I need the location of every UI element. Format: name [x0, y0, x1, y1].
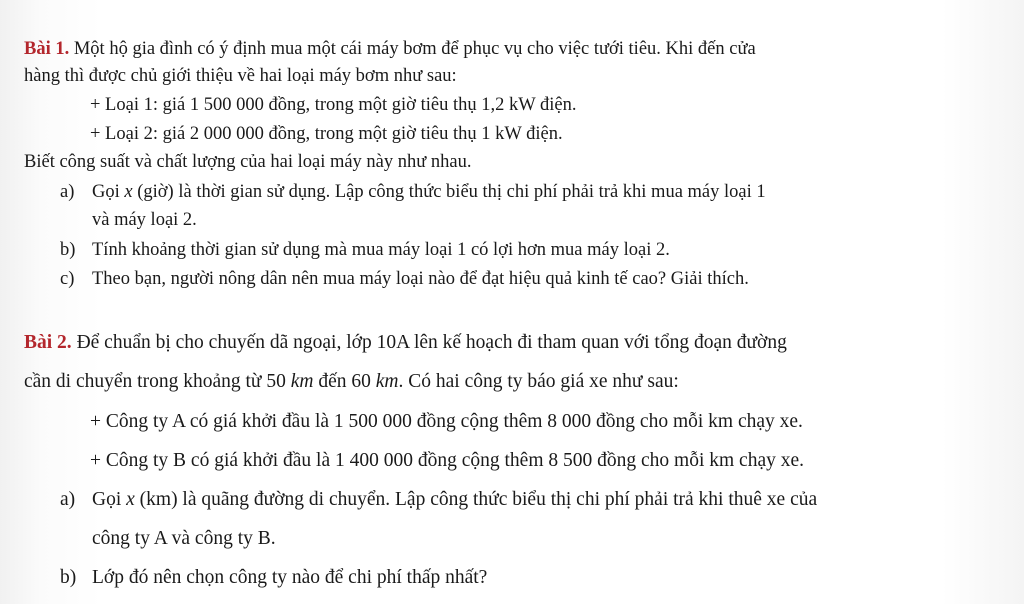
bai1-loai1: + Loại 1: giá 1 500 000 đồng, trong một giờ tiêu thụ 1,2 kW điện. [90, 95, 577, 115]
bai2-intro-line2 [24, 370, 679, 394]
bai2-a-post: (km) là quãng đường di chuyển. Lập công thức biểu thị chi phí phải trả khi thuê xe của [134, 489, 818, 510]
bai2-intro2-mid: đến 60 [313, 371, 376, 392]
bai2-intro2-pre: cần di chuyển trong khoảng từ 50 [24, 371, 291, 392]
bai1-loai2: + Loại 2: giá 2 000 000 đồng, trong một giờ tiêu thụ 1 kW điện. [90, 124, 563, 144]
bai1-b-marker: b) [60, 240, 76, 260]
bai2-intro-line1 [24, 331, 787, 355]
bai1-c-marker: c) [60, 269, 75, 289]
bai2-a-pre: Gọi [92, 489, 127, 510]
bai1-a-marker: a) [60, 182, 75, 202]
bai1-a-post: (giờ) là thời gian sử dụng. Lập công thức biểu thị chi phí phải trả khi mua máy loại 1 [132, 182, 766, 202]
bai2-cty-b: + Công ty B có giá khởi đầu là 1 400 000 đồng cộng thêm 8 500 đồng cho mỗi km chạy xe. [90, 450, 805, 471]
bai1-a-var: x [124, 182, 133, 202]
bai1-label: Bài 1. [24, 39, 70, 59]
bai2-a-marker: a) [60, 489, 76, 510]
bai2-intro2-post: . Có hai công ty báo giá xe như sau: [398, 371, 679, 392]
bai1-note: Biết công suất và chất lượng của hai loại máy này như nhau. [24, 152, 472, 172]
bai2-a-line2: công ty A và công ty B. [92, 528, 276, 549]
bai1-c-text: Theo bạn, người nông dân nên mua máy loại nào để đạt hiệu quả kinh tế cao? Giải thích. [92, 269, 749, 289]
bai2-cty-a: + Công ty A có giá khởi đầu là 1 500 000 đồng cộng thêm 8 000 đồng cho mỗi km chạy xe. [90, 411, 803, 432]
bai1-intro-text: Một hộ gia đình có ý định mua một cái máy bơm để phục vụ cho việc tưới tiêu. Khi đến cửa [73, 39, 756, 59]
bai1-a-pre: Gọi [92, 182, 125, 202]
bai2-km2: km [375, 371, 399, 392]
bai2-intro-text: Để chuẩn bị cho chuyến dã ngoại, lớp 10A lên kế hoạch đi tham quan với tổng đoạn đường [76, 332, 787, 353]
bai2-a-line1 [92, 488, 817, 512]
bai1-intro-line1 [24, 37, 756, 61]
bai1-intro-line2: hàng thì được chủ giới thiệu về hai loại máy bơm như sau: [24, 66, 457, 86]
bai2-label: Bài 2. [24, 332, 72, 353]
bai2-b-marker: b) [60, 567, 77, 588]
bai1-a-line2: và máy loại 2. [92, 210, 197, 230]
bai2-b-text: Lớp đó nên chọn công ty nào để chi phí thấp nhất? [92, 567, 488, 588]
bai1-a-line1 [92, 180, 766, 204]
bai2-km1: km [290, 371, 314, 392]
bai2-a-var: x [126, 489, 135, 510]
bai1-b-text: Tính khoảng thời gian sử dụng mà mua máy loại 1 có lợi hơn mua máy loại 2. [92, 240, 670, 260]
